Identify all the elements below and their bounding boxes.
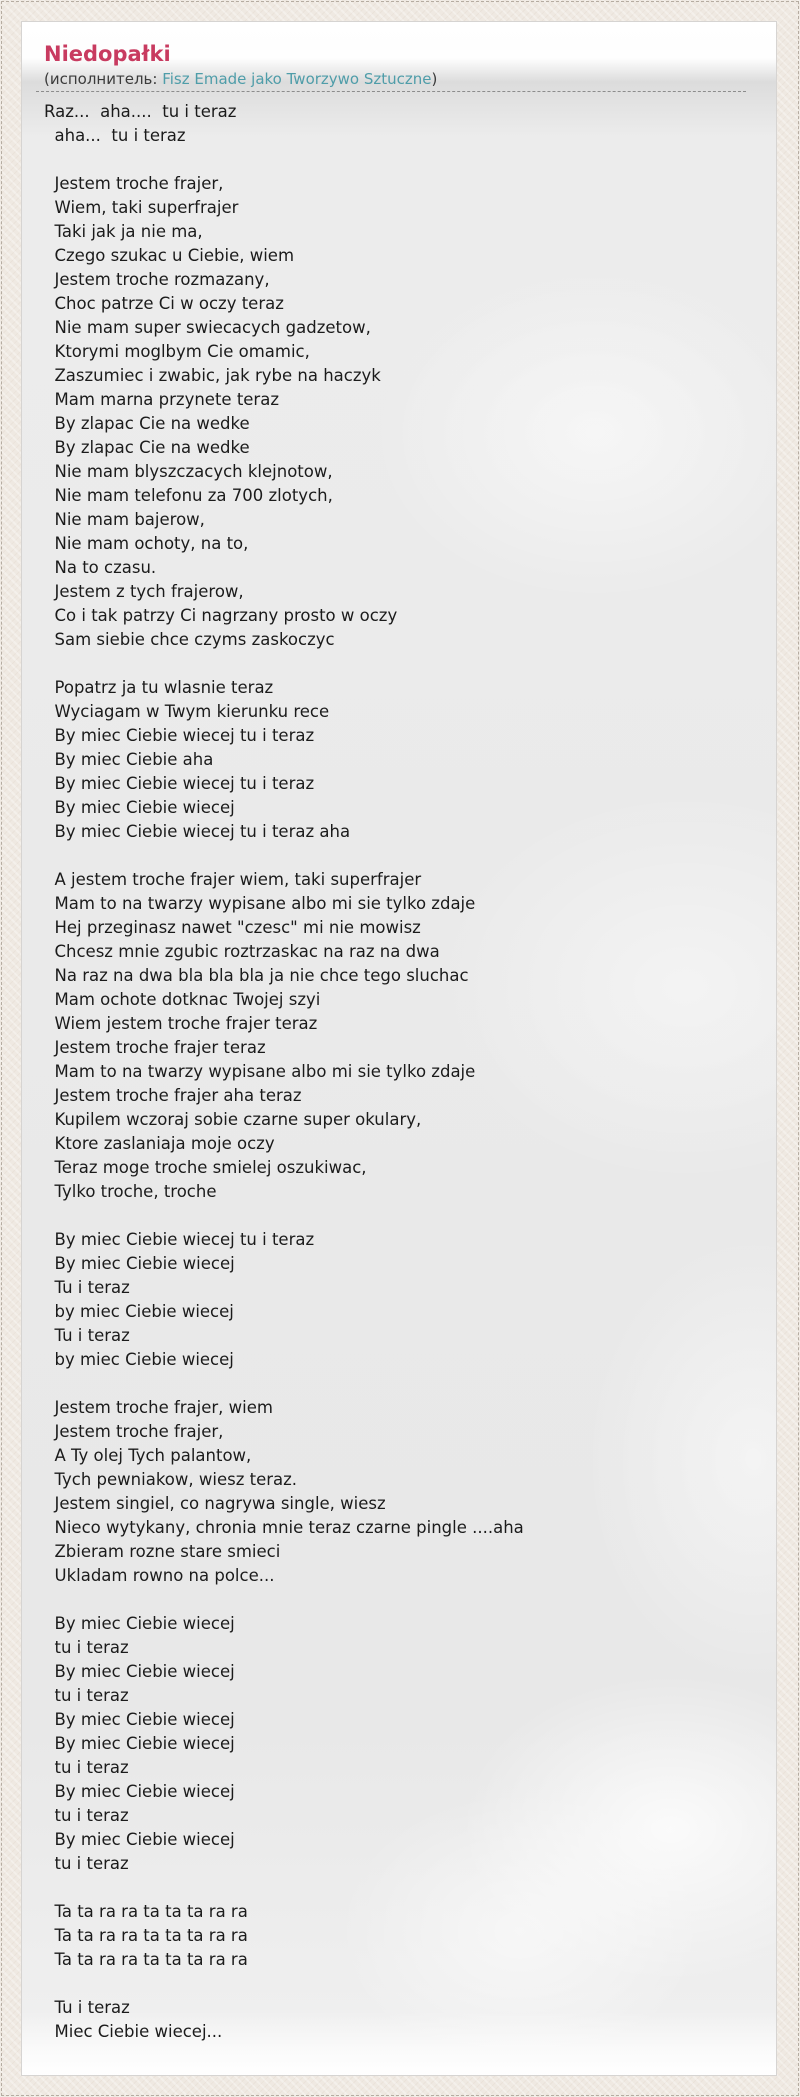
lyric-line: Nieco wytykany, chronia mnie teraz czarne pingle ....aha [44,1518,524,1537]
lyric-line: Nie mam telefonu za 700 zlotych, [44,486,333,505]
lyric-line: Jestem troche rozmazany, [44,270,270,289]
lyric-line: Jestem troche frajer, wiem [44,1398,273,1417]
lyric-line: Kupilem wczoraj sobie czarne super okulary, [44,1110,422,1129]
lyric-line: By miec Ciebie wiecej tu i teraz [44,726,315,745]
lyric-line: Taki jak ja nie ma, [44,222,203,241]
lyric-line: Teraz moge troche smielej oszukiwac, [44,1158,367,1177]
lyric-line: Nie mam bajerow, [44,510,205,529]
lyric-line: Tu i teraz [44,1326,130,1345]
lyric-line: Hej przeginasz nawet "czesc" mi nie mowisz [44,918,421,937]
lyric-line: Ta ta ra ra ta ta ta ra ra [44,1926,248,1945]
lyric-line: Czego szukac u Ciebie, wiem [44,246,295,265]
lyric-line: Zbieram rozne stare smieci [44,1542,281,1561]
lyric-line: Mam marna przynete teraz [44,390,279,409]
lyric-line [44,652,754,676]
lyric-line: Ta ta ra ra ta ta ta ra ra [44,1950,248,1969]
lyric-line: By miec Ciebie wiecej tu i teraz [44,774,315,793]
lyric-line: A Ty olej Tych palantow, [44,1446,252,1465]
lyric-line: Jestem troche frajer, [44,174,224,193]
lyric-line: Raz... aha.... tu i teraz [44,102,237,121]
lyrics-panel-content [22,22,776,2044]
lyric-line: tu i teraz [44,1806,129,1825]
lyric-line [44,1876,754,1900]
lyric-line: Co i tak patrzy Ci nagrzany prosto w oczy [44,606,398,625]
artist-line [44,71,754,87]
artist-label: (исполнитель: [44,70,163,88]
lyric-line: Zaszumiec i zwabic, jak rybe na haczyk [44,366,381,385]
lyric-line: By miec Ciebie wiecej [44,1710,235,1729]
lyric-line: Jestem troche frajer, [44,1422,224,1441]
lyric-line: by miec Ciebie wiecej [44,1350,234,1369]
lyric-line: By miec Ciebie wiecej [44,1734,235,1753]
lyric-line: Nie mam blyszczacych klejnotow, [44,462,333,481]
lyric-line: Nie mam super swiecacych gadzetow, [44,318,371,337]
lyrics-text [44,100,754,2044]
lyric-line [44,1204,754,1228]
lyric-line: By miec Ciebie wiecej [44,1830,235,1849]
lyric-line: Miec Ciebie wiecej... [44,2022,223,2041]
lyric-line [44,1588,754,1612]
lyrics-panel [21,21,777,2076]
lyric-line: Mam ochote dotknac Twojej szyi [44,990,321,1009]
lyric-line: Mam to na twarzy wypisane albo mi sie tylko zdaje [44,1062,476,1081]
lyric-line: Wiem, taki superfrajer [44,198,239,217]
lyric-line: Na raz na dwa bla bla bla ja nie chce tego sluchac [44,966,469,985]
lyric-line: Ta ta ra ra ta ta ta ra ra [44,1902,248,1921]
lyric-line: Wyciagam w Twym kierunku rece [44,702,330,721]
lyric-line: Jestem singiel, co nagrywa single, wiesz [44,1494,386,1513]
lyric-line [44,1372,754,1396]
lyric-line: Ktorymi moglbym Cie omamic, [44,342,310,361]
lyric-line: Choc patrze Ci w oczy teraz [44,294,284,313]
lyric-line: by miec Ciebie wiecej [44,1302,234,1321]
lyric-line: By miec Ciebie wiecej [44,798,235,817]
lyric-line: Ukladam rowno na polce... [44,1566,275,1585]
lyric-line: Popatrz ja tu wlasnie teraz [44,678,274,697]
lyric-line: By miec Ciebie wiecej tu i teraz [44,1230,315,1249]
lyric-line: Tylko troche, troche [44,1182,217,1201]
lyric-line [44,844,754,868]
lyric-line: Na to czasu. [44,558,157,577]
lyric-line: Jestem z tych frajerow, [44,582,244,601]
lyric-line: Tych pewniakow, wiesz teraz. [44,1470,298,1489]
song-title: Niedopałki [44,42,171,66]
lyric-line: Nie mam ochoty, na to, [44,534,249,553]
dotted-separator [36,91,746,92]
lyric-line: Mam to na twarzy wypisane albo mi sie tylko zdaje [44,894,476,913]
lyric-line: By zlapac Cie na wedke [44,438,250,457]
lyric-line: Ktore zaslaniaja moje oczy [44,1134,275,1153]
lyric-line [44,148,754,172]
lyric-line: By miec Ciebie wiecej tu i teraz aha [44,822,351,841]
lyric-line: tu i teraz [44,1638,129,1657]
artist-link[interactable]: Fisz Emade jako Tworzywo Sztuczne [162,70,432,88]
lyric-line: By miec Ciebie wiecej [44,1782,235,1801]
lyric-line: Jestem troche frajer teraz [44,1038,266,1057]
lyric-line: tu i teraz [44,1686,129,1705]
lyric-line [44,1972,754,1996]
lyric-line: Tu i teraz [44,1278,130,1297]
lyric-line: Tu i teraz [44,1998,130,2017]
lyric-line: tu i teraz [44,1758,129,1777]
artist-close-paren: ) [431,70,438,88]
lyric-line: By miec Ciebie aha [44,750,214,769]
lyric-line: By miec Ciebie wiecej [44,1614,235,1633]
lyric-line: tu i teraz [44,1854,129,1873]
lyric-line: Wiem jestem troche frajer teraz [44,1014,318,1033]
lyric-line: aha... tu i teraz [44,126,186,145]
lyric-line: By miec Ciebie wiecej [44,1254,235,1273]
lyric-line: Jestem troche frajer aha teraz [44,1086,302,1105]
lyric-line: By zlapac Cie na wedke [44,414,250,433]
lyric-line: A jestem troche frajer wiem, taki superfrajer [44,870,422,889]
lyric-line: By miec Ciebie wiecej [44,1662,235,1681]
lyric-line: Chcesz mnie zgubic roztrzaskac na raz na dwa [44,942,440,961]
lyric-line: Sam siebie chce czyms zaskoczyc [44,630,335,649]
